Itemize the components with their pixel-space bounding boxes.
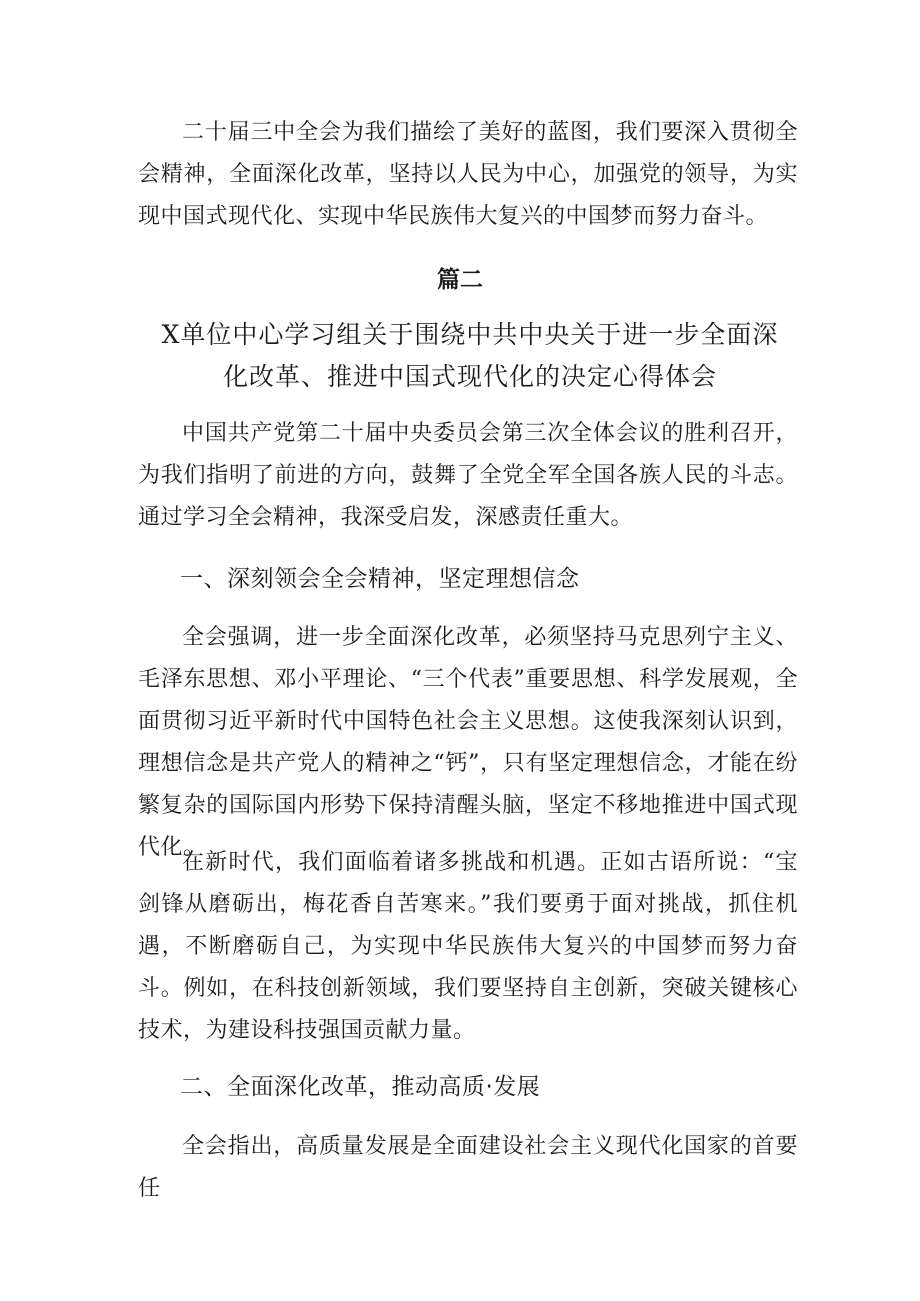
section-1-paragraph-2: 在新时代，我们面临着诸多挑战和机遇。正如古语所说：“宝剑锋从磨砺出，梅花香自苦寒来。”我们要勇于面对挑战，抓住机遇，不断磨砺自己，为实现中华民族伟大复兴的中国梦而努力奋斗。例如，在科技创新领域，我们要坚持自主创新，突破关键核心技术，为建设科技强国贡献力量。 — [138, 850, 798, 1043]
section-heading-2: 二、全面深化改革，推动高质·发展 — [180, 1074, 541, 1100]
section-2-paragraph-1: 全会指出，高质量发展是全面建设社会主义现代化国家的首要任 — [138, 1134, 798, 1201]
section-heading-1: 一、深刻领会全会精神，坚定理想信念 — [180, 566, 580, 592]
section-1-paragraph-1: 全会强调，进一步全面深化改革，必须坚持马克思列宁主义、毛泽东思想、邓小平理论、“三个代表”重要思想、科学发展观，全面贯彻习近平新时代中国特色社会主义思想。这使我深刻认识到，理想信念是共产党人的精神之“钙”，只有坚定理想信念，才能在纷繁复杂的国际国内形势下保持清醒头脑，坚定不移地推进中国式现代化。 — [138, 625, 798, 860]
intro-paragraph: 二十届三中全会为我们描绘了美好的蓝图，我们要深入贯彻全会精神，全面深化改革，坚持以人民为中心，加强党的领导，为实现中国式现代化、实现中华民族伟大复兴的中国梦而努力奋斗。 — [138, 120, 798, 229]
opening-paragraph: 中国共产党第二十届中央委员会第三次全体会议的胜利召开，为我们指明了前进的方向，鼓舞了全党全军全国各族人民的斗志。通过学习全会精神，我深受启发，深感责任重大。 — [138, 421, 798, 530]
chapter-label: 篇二 — [437, 267, 483, 293]
document-title: X单位中心学习组关于围绕中共中央关于进一步全面深化改革、推进中国式现代化的决定心得体会 — [161, 320, 779, 391]
